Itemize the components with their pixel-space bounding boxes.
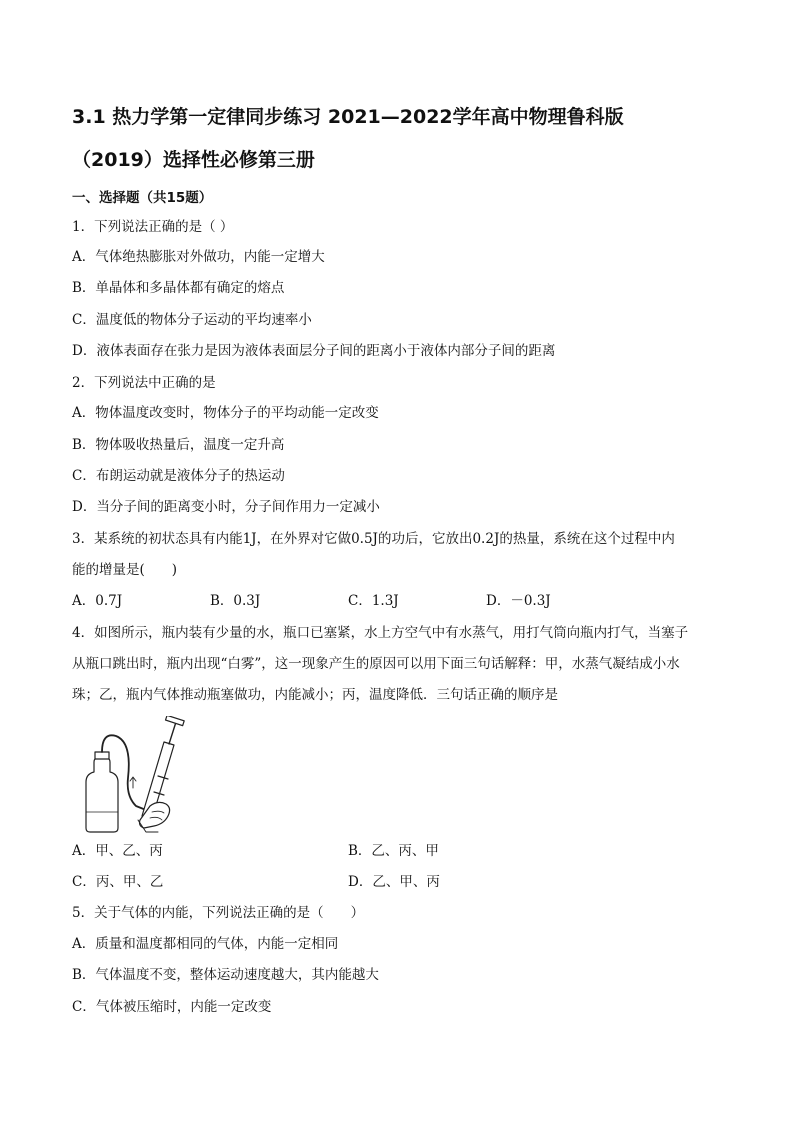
question-5-option-a: A．质量和温度都相同的气体，内能一定相同 [72, 936, 339, 952]
document-title-line-2: （2019）选择性必修第三册 [72, 149, 315, 171]
question-4-stem-line-3: 珠；乙，瓶内气体推动瓶塞做功，内能减小；丙，温度降低．三句话正确的顺序是 [72, 687, 558, 703]
bottle-pump-figure [80, 716, 190, 834]
question-3-option-c: C．1.3J [348, 593, 399, 609]
rubber-tube [102, 735, 146, 810]
question-2-option-a: A．物体温度改变时，物体分子的平均动能一定改变 [72, 405, 379, 421]
question-4-stem-line-1: 4．如图所示，瓶内装有少量的水，瓶口已塞紧，水上方空气中有水蒸气，用打气筒向瓶内打气，当塞子 [72, 625, 689, 641]
question-3-stem-line-2: 能的增量是( ) [72, 562, 178, 578]
question-3-stem-line-1: 3．某系统的初状态具有内能1J，在外界对它做0.5J的功后，它放出0.2J的热量，系统在这个过程中内 [72, 531, 675, 547]
question-4-option-a: A．甲、乙、丙 [72, 843, 163, 859]
question-1-option-d: D．液体表面存在张力是因为液体表面层分子间的距离小于液体内部分子间的距离 [72, 343, 556, 359]
question-3-option-a: A．0.7J [72, 593, 123, 609]
question-2-option-b: B．物体吸收热量后，温度一定升高 [72, 437, 285, 453]
question-4-option-d: D．乙、甲、丙 [348, 874, 440, 890]
question-2-option-d: D．当分子间的距离变小时，分子间作用力一定减小 [72, 499, 380, 515]
question-3-option-b: B．0.3J [210, 593, 261, 609]
document-title-line-1: 3.1 热力学第一定律同步练习 2021—2022学年高中物理鲁科版 [72, 106, 624, 128]
question-2-stem: 2．下列说法中正确的是 [72, 375, 216, 391]
question-4-option-b: B．乙、丙、甲 [348, 843, 439, 859]
bottle [86, 758, 118, 832]
question-5-stem: 5．关于气体的内能，下列说法正确的是（ ） [72, 905, 365, 921]
question-3-option-d: D．－0.3J [486, 593, 551, 609]
question-1-option-b: B．单晶体和多晶体都有确定的熔点 [72, 280, 285, 296]
question-2-option-c: C．布朗运动就是液体分子的热运动 [72, 468, 285, 484]
section-heading: 一、选择题（共15题） [72, 190, 213, 206]
pump-rod [169, 722, 176, 744]
question-1-option-c: C．温度低的物体分子运动的平均速率小 [72, 312, 312, 328]
question-5-option-c: C．气体被压缩时，内能一定改变 [72, 999, 272, 1015]
hand [140, 802, 170, 828]
question-4-option-c: C．丙、甲、乙 [72, 874, 164, 890]
question-5-option-b: B．气体温度不变，整体运动速度越大，其内能越大 [72, 967, 379, 983]
question-1-stem: 1．下列说法正确的是（ ） [72, 219, 234, 235]
question-1-option-a: A．气体绝热膨胀对外做功，内能一定增大 [72, 249, 325, 265]
question-4-stem-line-2: 从瓶口跳出时，瓶内出现“白雾”，这一现象产生的原因可以用下面三句话解释：甲，水蒸气凝结成小水 [72, 656, 680, 672]
bottle-stopper [95, 752, 109, 759]
